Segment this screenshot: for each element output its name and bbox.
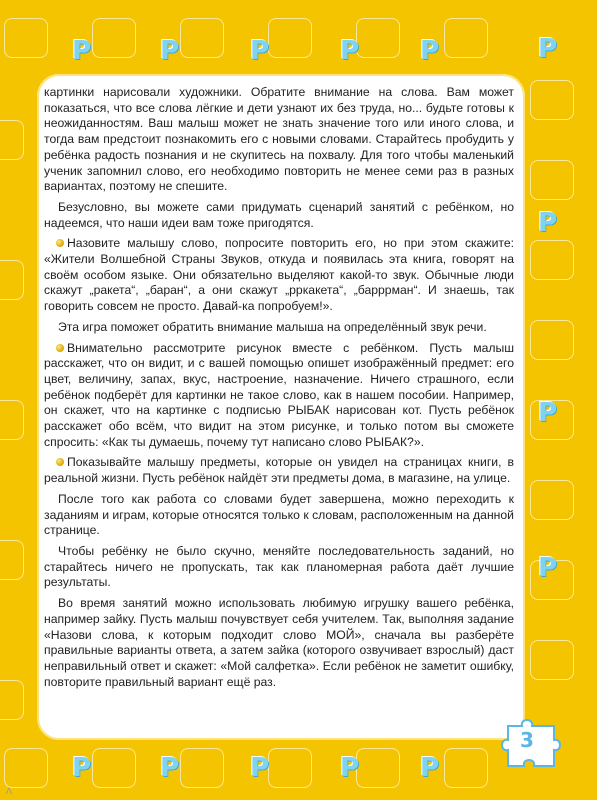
letter-r-decoration: Р [72, 36, 92, 66]
page-number: 3 [520, 728, 534, 752]
puzzle-piece [530, 240, 574, 280]
letter-r-decoration: Р [538, 553, 558, 583]
puzzle-piece [530, 320, 574, 360]
puzzle-piece [268, 18, 312, 58]
puzzle-piece [356, 18, 400, 58]
puzzle-piece [180, 18, 224, 58]
bullet-paragraph [44, 236, 514, 315]
puzzle-piece [0, 680, 24, 720]
letter-r-decoration: Р [250, 753, 270, 783]
document-body [44, 85, 514, 690]
puzzle-piece [92, 18, 136, 58]
paragraph: Эта игра поможет обратить внимание малыша на определённый звук речи. [58, 319, 487, 334]
paragraph: Чтобы ребёнку не было скучно, меняйте последовательность заданий, но старайтесь ничего не пропускать, так как планомерная работа даёт лучшие результаты. [44, 543, 514, 590]
puzzle-piece [530, 160, 574, 200]
puzzle-piece [4, 18, 48, 58]
bullet-paragraph [44, 455, 514, 486]
letter-r-decoration: Р [160, 753, 180, 783]
paragraph: После того как работа со словами будет завершена, можно переходить к заданиям и играм, которые относятся только к словам, расположенным на данной странице. [44, 491, 514, 538]
letter-r-decoration: Р [538, 208, 558, 238]
puzzle-piece [92, 748, 136, 788]
letter-r-decoration: Р [250, 36, 270, 66]
puzzle-piece [0, 260, 24, 300]
puzzle-piece [444, 18, 488, 58]
puzzle-piece [530, 640, 574, 680]
letter-r-decoration: Р [538, 34, 558, 64]
letter-r-decoration: Р [538, 398, 558, 428]
bullet-icon [56, 239, 64, 247]
puzzle-piece [0, 120, 24, 160]
puzzle-piece [530, 80, 574, 120]
letter-r-decoration: Р [72, 753, 92, 783]
bullet-icon [56, 344, 64, 352]
puzzle-piece [444, 748, 488, 788]
letter-r-decoration: Р [340, 36, 360, 66]
corner-mark: Λ [6, 786, 13, 796]
paragraph-text: Внимательно рассмотрите рисунок вместе с ребёнком. Пусть малыш расскажет, что он видит, и с вашей помощью опишет изображённый предмет: его цвет, величину, запах, вкус, настроение, назначение. Ничего страшного, если ребёнок подберёт для картинки не такое слово, как в нашем пособии. Например, он скажет, что на картинке с подписью РЫБАК нарисован кот. Пусть ребёнок расскажет обо всём, что видит на этом рисунке, и только потом вы сможете спросить: «Как ты думаешь, почему тут написано слово РЫБАК?». [44, 340, 514, 449]
puzzle-piece [180, 748, 224, 788]
puzzle-piece [0, 400, 24, 440]
puzzle-piece [0, 540, 24, 580]
paragraph: картинки нарисовали художники. Обратите внимание на слова. Вам может показаться, что все слова лёгкие и дети узнают их без труда, но... будьте готовы к неожиданностям. Ваш малыш может не знать значение того или иного слова, и тогда вам предстоит познакомить его с новыми словами. Старайтесь пробудить у ребёнка радость познания и не скупитесь на похвалу. Для того чтобы маленький ученик запомнил слово, его необходимо повторить не менее семи раз в разных вариантах, поэтому не спешите. [44, 85, 514, 194]
puzzle-piece [530, 480, 574, 520]
bullet-icon [56, 458, 64, 466]
letter-r-decoration: Р [340, 753, 360, 783]
paragraph: Во время занятий можно использовать любимую игрушку вашего ребёнка, например зайку. Пусть малыш почувствует себя учителем. Так, выполняя задание «Назови слова, к которым подходит слово МОЙ», сначала вы разберёте правильные варианты ответа, а затем зайка (которого озвучивает взрослый) даст неправильный ответ и скажет: «Мой салфетка». Если ребёнок не заметит ошибку, повторите правильный вариант ещё раз. [44, 596, 514, 689]
letter-r-decoration: Р [160, 36, 180, 66]
paragraph-text: Назовите малышу слово, попросите повторить его, но при этом скажите: «Жители Волшебной Страны Звуков, откуда и появилась эта книга, говорят на своём особом языке. Они обязательно выделяют какой-то звук. Обычные люди скажут „ракета“, „баран“, а они скажут „рркакета“, „барррман“. И знаешь, так говорить совсем не просто. Давай-ка попробуем!». [44, 236, 514, 314]
puzzle-piece [356, 748, 400, 788]
bullet-paragraph [44, 341, 514, 451]
puzzle-piece [268, 748, 312, 788]
letter-r-decoration: Р [420, 36, 440, 66]
paragraph-text: Показывайте малышу предметы, которые он увидел на страницах книги, в реальной жизни. Пусть ребёнок найдёт эти предметы дома, в магазине, на улице. [44, 455, 514, 486]
paragraph: Безусловно, вы можете сами придумать сценарий занятий с ребёнком, но надеемся, что наши идеи вам тоже пригодятся. [44, 199, 514, 230]
letter-r-decoration: Р [420, 753, 440, 783]
puzzle-piece [4, 748, 48, 788]
